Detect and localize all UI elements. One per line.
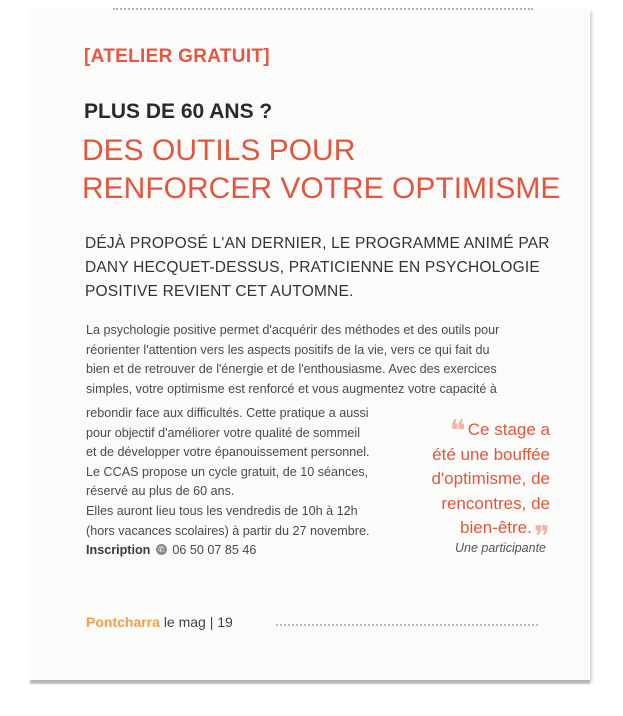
inscription-line [86, 541, 386, 561]
quote-line: bien-être.❞ [460, 518, 550, 554]
quote-attribution: Une participante [454, 541, 546, 555]
quote-line: rencontres, de [441, 493, 550, 513]
footer-mag: le mag [163, 614, 206, 630]
lead-line: POSITIVE REVIENT CET AUTOMNE. [85, 283, 354, 300]
body-line: rebondir face aux difficultés. Cette pratique a aussi [86, 406, 369, 420]
footer-separator: | [209, 614, 214, 630]
body-line: (hors vacances scolaires) à partir du 27 novembre. [86, 523, 370, 538]
body-text-full-width [86, 321, 552, 399]
body-line: La psychologie positive permet d'acquérir des méthodes et des outils pour [86, 323, 500, 337]
close-quote-mark-icon: ❞ [533, 521, 550, 554]
phone-number: 06 50 07 85 46 [172, 543, 257, 558]
footer-dotted-rule [276, 624, 538, 626]
footer-brand: Pontcharra [86, 614, 160, 630]
quote-line: ❝ Ce stage a [449, 415, 550, 448]
body-line: réorienter l'attention vers les aspects positifs de la vie, vers ce qui fait du [86, 342, 490, 357]
lead-line: DÉJÀ PROPOSÉ L'AN DERNIER, LE PROGRAMME ANIMÉ PAR [85, 235, 550, 252]
quote-line: d'optimisme, de [431, 469, 550, 488]
inscription-label: Inscription [86, 543, 151, 558]
headline [82, 132, 561, 208]
lead-line: DANY HECQUET-DESSUS, PRATICIENNE EN PSYCHOLOGIE [85, 259, 540, 276]
phone-icon: ✆ [156, 544, 167, 555]
section-tag: [ATELIER GRATUIT] [84, 46, 270, 67]
top-dotted-rule [113, 8, 533, 10]
body-line: Elles auront lieu tous les vendredis de 10h à 12h [86, 503, 358, 518]
headline-line: DES OUTILS POUR [82, 134, 356, 167]
page-number: 19 [217, 614, 233, 630]
body-line: pour objectif d'améliorer votre qualité de sommeil [86, 425, 361, 440]
body-line: Le CCAS propose un cycle gratuit, de 10 séances, [86, 464, 369, 479]
open-quote-mark-icon: ❝ [449, 415, 466, 448]
body-line: simples, votre optimisme est renforcé et vous augmentez votre capacité à [86, 381, 497, 396]
kicker-title: PLUS DE 60 ANS ? [84, 100, 273, 123]
body-line: et de développer votre épanouissement personnel. [86, 445, 370, 460]
body-line: réservé au plus de 60 ans. [86, 484, 235, 499]
quote-line: été une bouffée [432, 444, 550, 464]
body-text-column [86, 404, 386, 561]
headline-line: RENFORCER VOTRE OPTIMISME [82, 172, 561, 205]
page-footer [86, 614, 233, 630]
lead-paragraph [85, 232, 555, 304]
body-line: bien et de retrouver de l'énergie et de l'enthousiasme. Avec des exercices [86, 362, 497, 377]
